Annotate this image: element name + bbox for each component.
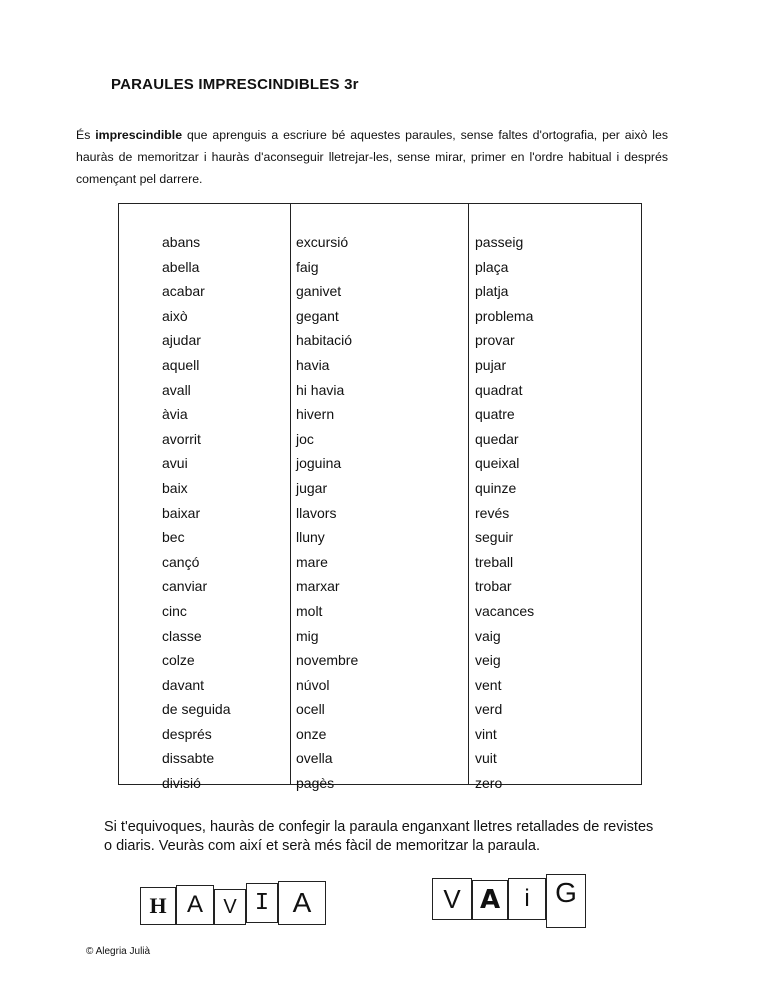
word-item: bec — [162, 529, 185, 546]
word-item: joc — [296, 430, 314, 447]
word-item: baix — [162, 479, 188, 496]
letter-tile: A — [278, 881, 326, 925]
word-item: quadrat — [475, 381, 523, 398]
word-item: quatre — [475, 406, 515, 423]
word-item: mig — [296, 627, 319, 644]
word-item: quedar — [475, 430, 519, 447]
word-item: avui — [162, 455, 188, 472]
copyright: © Alegria Julià — [86, 946, 151, 957]
letter-tile: A — [176, 885, 214, 925]
letter-tile: A — [472, 880, 508, 920]
word-item: vaig — [475, 627, 501, 644]
word-item: molt — [296, 602, 323, 619]
word-item: ajudar — [162, 332, 201, 349]
word-item: onze — [296, 725, 327, 742]
word-item: núvol — [296, 676, 330, 693]
letter-tile: H — [140, 887, 176, 925]
word-item: passeig — [475, 234, 524, 250]
word-item: avorrit — [162, 430, 201, 447]
letter-tile: I — [246, 883, 278, 923]
word-item: quinze — [475, 479, 517, 496]
word-column-2 — [296, 230, 358, 796]
word-item: excursió — [296, 234, 349, 250]
word-item: novembre — [296, 652, 359, 669]
intro-rest: que aprenguis a escriure bé aquestes paraules, sense faltes d'ortografia, per això les hauràs de memoritzar i hauràs d'aconseguir lletrejar-les, sense mirar, primer en l'ordre habitual i després començant pel darrere. — [76, 128, 668, 186]
word-item: de seguida — [162, 701, 231, 718]
word-item: lluny — [296, 529, 325, 546]
column-divider — [290, 204, 291, 784]
word-item: vuit — [475, 750, 497, 767]
word-item: cançó — [162, 553, 200, 570]
word-item: marxar — [296, 578, 340, 595]
word-item: colze — [162, 652, 195, 669]
word-item: divisió — [162, 775, 201, 792]
word-item: llavors — [296, 504, 337, 521]
word-item: ovella — [296, 750, 333, 767]
word-item: baixar — [162, 504, 201, 521]
word-item: queixal — [475, 455, 520, 472]
word-item: hi havia — [296, 381, 345, 398]
word-item: àvia — [162, 406, 188, 423]
word-item: vint — [475, 725, 497, 742]
example-word-havia — [140, 881, 330, 925]
letter-tile: V — [432, 878, 472, 920]
word-item: classe — [162, 627, 202, 644]
column-divider — [468, 204, 469, 784]
word-item: gegant — [296, 307, 339, 324]
word-item: havia — [296, 356, 330, 373]
word-item: joguina — [296, 455, 342, 472]
letter-tile: i — [508, 878, 546, 920]
word-item: verd — [475, 701, 503, 718]
example-word-vaig — [432, 874, 592, 918]
word-item: pagès — [296, 775, 335, 792]
word-item: zero — [475, 775, 503, 792]
letter-tile: V — [214, 889, 246, 925]
word-item: habitació — [296, 332, 353, 349]
word-item: veig — [475, 652, 501, 669]
word-item: ocell — [296, 701, 325, 718]
word-item: avall — [162, 381, 191, 398]
word-item: davant — [162, 676, 205, 693]
word-column-1 — [162, 230, 231, 796]
word-item: platja — [475, 283, 509, 300]
word-column-3 — [475, 230, 534, 796]
word-item: jugar — [296, 479, 328, 496]
word-item: abans — [162, 234, 201, 250]
word-item: acabar — [162, 283, 205, 300]
word-item: mare — [296, 553, 328, 570]
word-item: aquell — [162, 356, 200, 373]
page-title: PARAULES IMPRESCINDIBLES 3r — [111, 76, 359, 93]
word-item: pujar — [475, 356, 507, 373]
letter-tile: G — [546, 874, 586, 928]
word-item: treball — [475, 553, 514, 570]
word-item: després — [162, 725, 212, 742]
word-item: abella — [162, 258, 200, 275]
word-item: plaça — [475, 258, 509, 275]
word-item: cinc — [162, 602, 187, 619]
instruction-note: Si t'equivoques, hauràs de confegir la paraula enganxant lletres retallades de revistes o diaris. Veuràs com així et serà més fàcil de memoritzar la paraula. — [104, 819, 654, 854]
word-item: ganivet — [296, 283, 342, 300]
word-item: seguir — [475, 529, 514, 546]
word-item: faig — [296, 258, 319, 275]
word-item: dissabte — [162, 750, 215, 767]
word-item: hivern — [296, 406, 335, 423]
word-item: problema — [475, 307, 534, 324]
intro-paragraph — [76, 124, 668, 190]
word-table — [118, 203, 642, 792]
intro-prefix: És — [76, 128, 96, 142]
intro-bold: imprescindible — [95, 128, 183, 142]
word-item: vent — [475, 676, 502, 693]
word-item: això — [162, 307, 188, 324]
word-item: provar — [475, 332, 515, 349]
word-item: canviar — [162, 578, 208, 595]
word-item: vacances — [475, 602, 535, 619]
word-item: revés — [475, 504, 510, 521]
word-item: trobar — [475, 578, 512, 595]
